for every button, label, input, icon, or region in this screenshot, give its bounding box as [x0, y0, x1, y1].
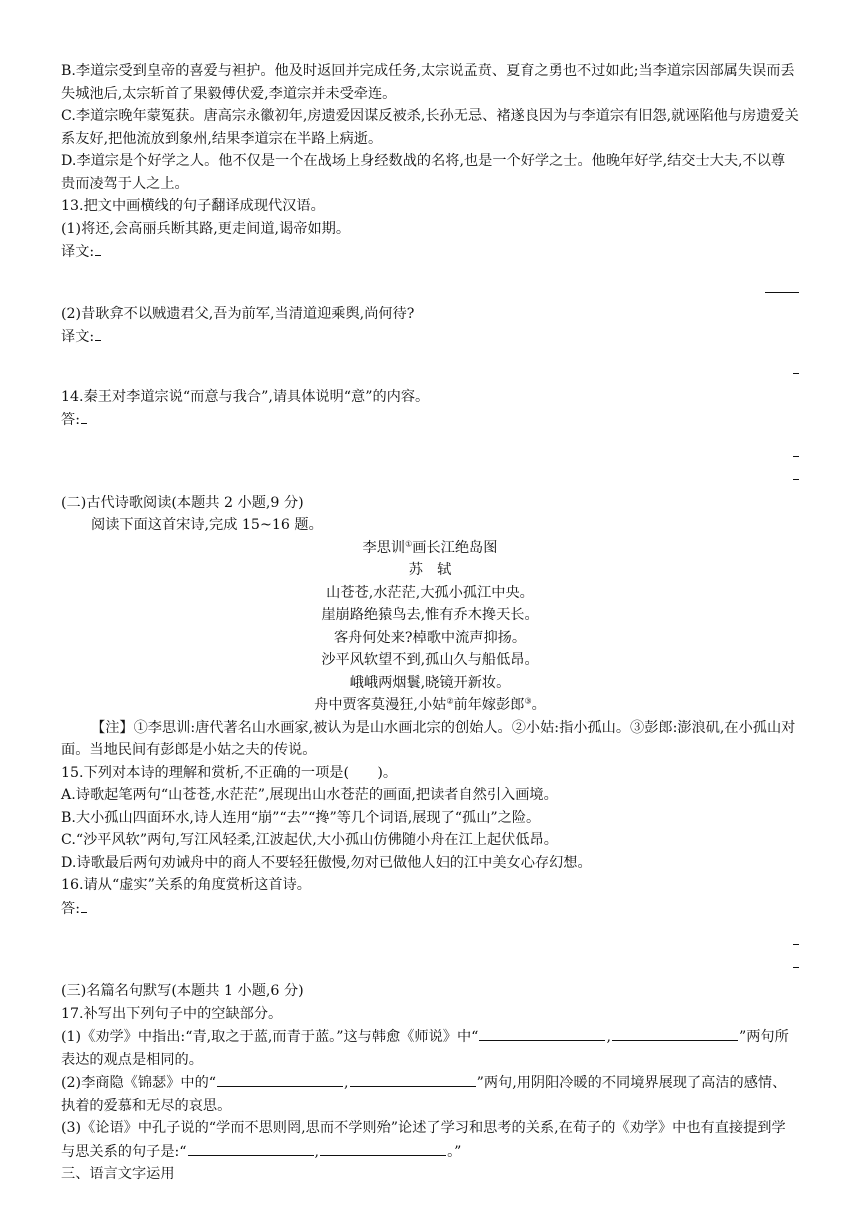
q15-option-c: C.“沙平风软”两句,写江风轻柔,江波起伏,大小孤山仿佛随小舟在江上起伏低昂。 — [61, 832, 558, 848]
q12-option-c: C.李道宗晚年蒙冤获。唐高宗永徽初年,房遗爱因谋反被杀,长孙无忌、褚遂良因为与李道宗有旧怨,就诬陷他与房遗爱关系友好,把他流放到象州,结果李道宗在半路上病逝。 — [61, 108, 799, 147]
answer-blank[interactable] — [95, 240, 101, 256]
fill-blank[interactable] — [612, 1025, 738, 1041]
answer-line-end[interactable] — [793, 446, 799, 457]
q16-stem: 16.请从“虚实”关系的角度赏析这首诗。 — [61, 877, 311, 893]
fill-blank[interactable] — [217, 1071, 343, 1087]
q13-answer-label-1: 译文: — [61, 240, 799, 264]
q17-stem: 17.补写出下列句子中的空缺部分。 — [61, 1005, 283, 1022]
poem-author: 苏 轼 — [408, 562, 452, 578]
q13-sentence-2: (2)昔耿弇不以贼遗君父,吾为前军,当清道迎乘舆,尚何待? — [61, 305, 415, 322]
poem-line: 客舟何处来?棹歌中流声抑扬。 — [333, 629, 527, 646]
q15-option-b: B.大小孤山四面环水,诗人连用“崩”“去”“搀”等几个词语,展现了“孤山”之险。 — [61, 809, 541, 826]
dictation-heading: (三)名篇名句默写(本题共 1 小题,6 分) — [61, 983, 304, 999]
poem-line: 山苍苍,水茫茫,大孤小孤江中央。 — [326, 584, 534, 601]
fill-blank[interactable] — [188, 1140, 314, 1156]
poem-note: 【注】①李思训:唐代著名山水画家,被认为是山水画北宗的创始人。②小姑:指小孤山。③彭郎:澎浪矶,在小孤山对面。当地民间有彭郎是小姑之夫的传说。 — [61, 719, 796, 758]
poem-line: 峨峨两烟鬟,晓镜开新妆。 — [349, 674, 511, 691]
q14-stem: 14.秦王对李道宗说“而意与我合”,请具体说明“意”的内容。 — [61, 388, 430, 405]
fill-blank[interactable] — [479, 1025, 605, 1041]
q12-option-b: B.李道宗受到皇帝的喜爱与袒护。他及时返回并完成任务,太宗说孟贲、夏育之勇也不过如此;当李道宗因部属失误而丢失城池后,太宗斩首了果毅傅伏爱,李道宗并未受牵连。 — [61, 63, 795, 102]
answer-blank[interactable] — [81, 408, 87, 424]
poem-line: 崖崩路绝猿鸟去,惟有乔木搀天长。 — [321, 607, 539, 623]
q14-answer-label: 答: — [61, 408, 799, 432]
answer-line-end[interactable] — [793, 934, 799, 945]
poem-line-last: 舟中贾客莫漫狂,小姑②前年嫁彭郎③。 — [314, 696, 546, 713]
poem-title: 李思训①画长江绝岛图 — [362, 538, 498, 556]
poetry-section-heading: (二)古代诗歌阅读(本题共 2 小题,9 分) — [61, 494, 304, 511]
q15-option-d: D.诗歌最后两句劝诫舟中的商人不要轻狂傲慢,勿对已做他人妇的江中美女心存幻想。 — [61, 854, 592, 871]
answer-blank[interactable] — [95, 325, 101, 341]
q15-stem: 15.下列对本诗的理解和赏析,不正确的一项是( )。 — [61, 764, 398, 781]
q15-option-a: A.诗歌起笔两句“山苍苍,水茫茫”,展现出山水苍茫的画面,把读者自然引入画境。 — [61, 787, 558, 803]
answer-line-end[interactable] — [793, 363, 799, 374]
section-3-heading: 三、语言文字运用 — [61, 1166, 175, 1182]
q13-answer-label-2: 译文: — [61, 325, 799, 349]
q12-option-d: D.李道宗是个好学之人。他不仅是一个在战场上身经数战的名将,也是一个好学之士。他晚年好学,结交士大夫,不以尊贵而凌驾于人之上。 — [61, 153, 786, 192]
answer-line-end[interactable] — [793, 469, 799, 480]
q13-sentence-1: (1)将还,会高丽兵断其路,更走间道,谒帝如期。 — [61, 220, 351, 237]
fill-blank[interactable] — [320, 1140, 446, 1156]
q17-item-2: (2)李商隐《锦瑟》中的“ , ”两句,用阴阳冷暖的不同境界展现了高洁的感情、执着的爱慕和无尽的哀思。 — [61, 1071, 799, 1117]
q17-item-1: (1)《劝学》中指出:“青,取之于蓝,而青于蓝。”这与韩愈《师说》中“ , ”两句所表达的观点是相同的。 — [61, 1025, 799, 1071]
q13-stem: 13.把文中画横线的句子翻译成现代汉语。 — [61, 198, 325, 214]
q17-item-3: (3)《论语》中孔子说的“学而不思则罔,思而不学则殆”论述了学习和思考的关系,在荀子的《劝学》中也有直接提到学与思关系的句子是:“ , 。” — [61, 1120, 786, 1160]
answer-line-end[interactable] — [765, 278, 799, 293]
fill-blank[interactable] — [350, 1071, 476, 1087]
q16-answer-label: 答: — [61, 897, 799, 921]
poem-line: 沙平风软望不到,孤山久与船低昂。 — [321, 652, 539, 668]
answer-line-end[interactable] — [793, 957, 799, 968]
document-page — [61, 60, 799, 1186]
answer-blank[interactable] — [81, 897, 87, 913]
poetry-intro: 阅读下面这首宋诗,完成 15~16 题。 — [91, 517, 323, 533]
